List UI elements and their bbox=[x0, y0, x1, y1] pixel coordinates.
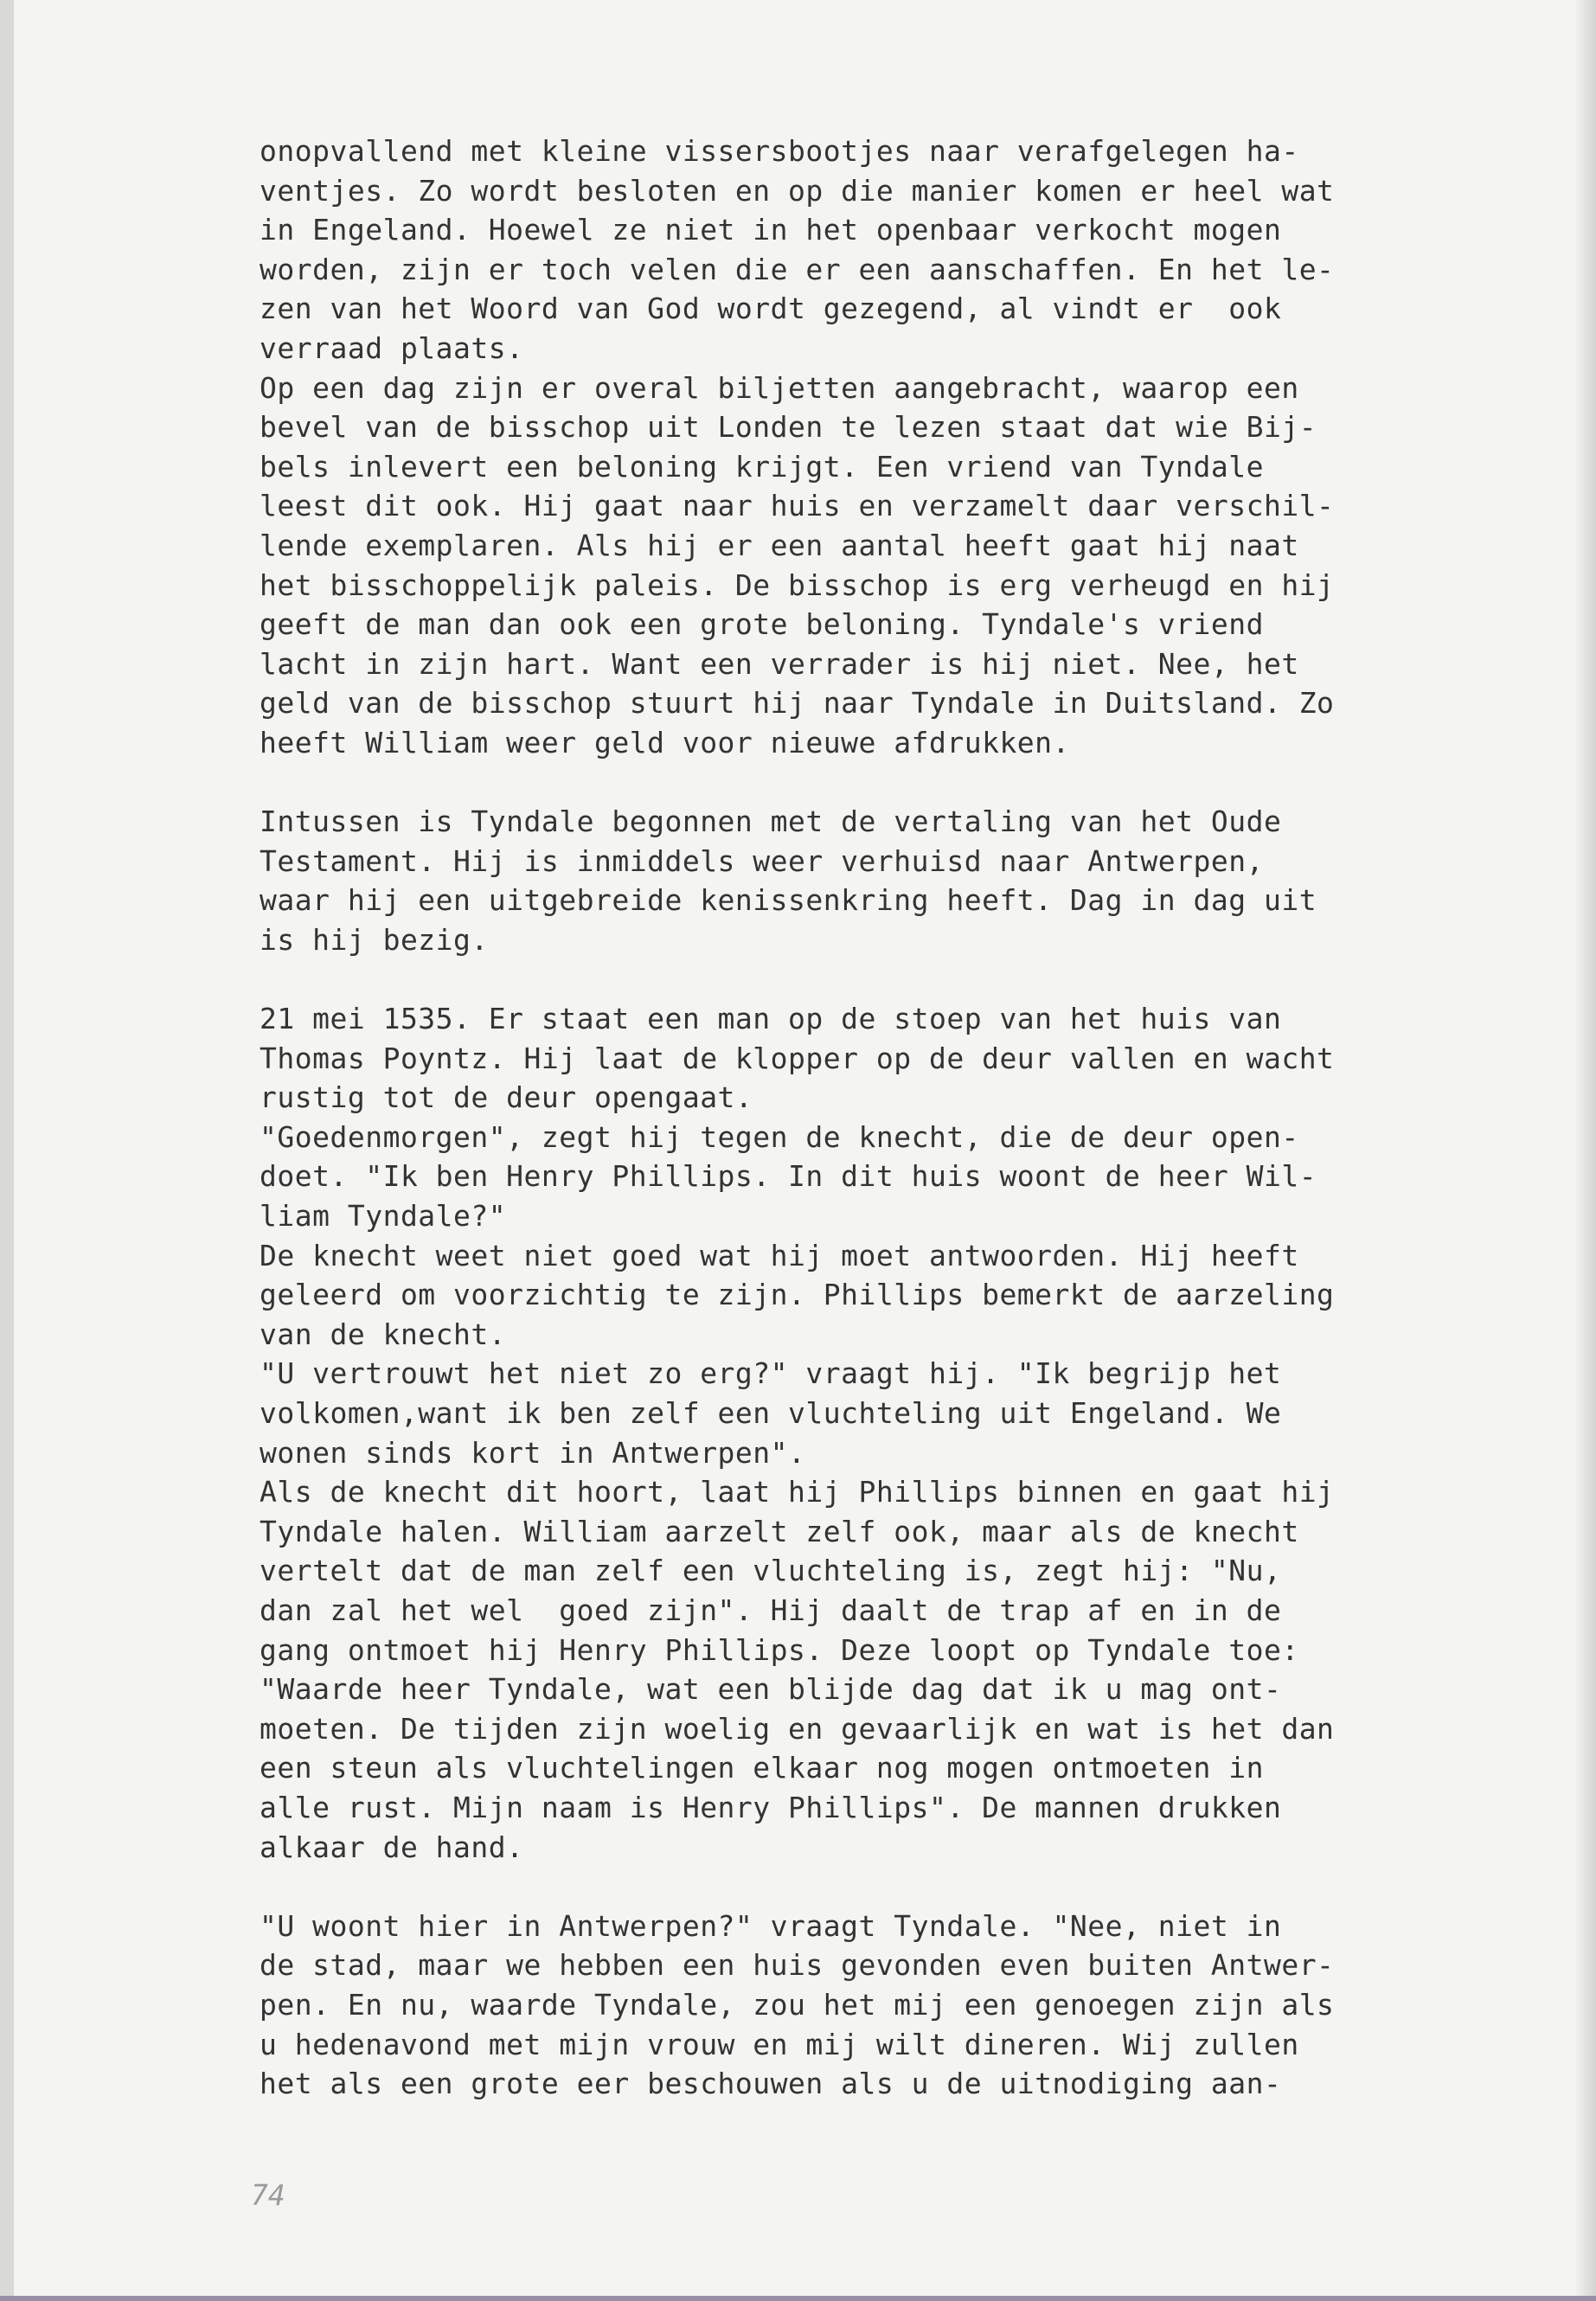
text-line: wonen sinds kort in Antwerpen". bbox=[260, 1435, 806, 1470]
text-line: geeft de man dan ook een grote beloning. Tyndale's vriend bbox=[260, 607, 1264, 642]
text-line: Op een dag zijn er overal biljetten aangebracht, waarop een bbox=[260, 370, 1299, 405]
text-line: vertelt dat de man zelf een vluchteling is, zegt hij: "Nu, bbox=[260, 1554, 1282, 1588]
page-number: 74 bbox=[251, 2178, 285, 2212]
text-line: een steun als vluchtelingen elkaar nog mogen ontmoeten in bbox=[260, 1751, 1264, 1785]
text-line: waar hij een uitgebreide kenissenkring heeft. Dag in dag uit bbox=[260, 883, 1317, 918]
paragraph-1 bbox=[260, 131, 1505, 763]
paragraph-3 bbox=[260, 999, 1505, 1867]
text-line: Thomas Poyntz. Hij laat de klopper op de deur vallen en wacht bbox=[260, 1041, 1335, 1075]
paragraph-gap bbox=[260, 1867, 1505, 1907]
paragraph-gap bbox=[260, 763, 1505, 803]
text-line: moeten. De tijden zijn woelig en gevaarlijk en wat is het dan bbox=[260, 1711, 1335, 1746]
text-line: de stad, maar we hebben een huis gevonden even buiten Antwer- bbox=[260, 1948, 1335, 1983]
text-line: gang ontmoet hij Henry Phillips. Deze loopt op Tyndale toe: bbox=[260, 1632, 1299, 1667]
text-line: heeft William weer geld voor nieuwe afdrukken. bbox=[260, 725, 1070, 760]
text-line: Testament. Hij is inmiddels weer verhuisd naar Antwerpen, bbox=[260, 843, 1264, 878]
paragraph-2 bbox=[260, 802, 1505, 959]
paragraph-4 bbox=[260, 1907, 1505, 2104]
paragraph-gap bbox=[260, 959, 1505, 999]
text-line: het als een grote eer beschouwen als u de uitnodiging aan- bbox=[260, 2067, 1282, 2101]
text-line: dan zal het wel goed zijn". Hij daalt de trap af en in de bbox=[260, 1593, 1282, 1627]
text-line: "Goedenmorgen", zegt hij tegen de knecht, die de deur open- bbox=[260, 1119, 1299, 1154]
text-line: doet. "Ik ben Henry Phillips. In dit huis woont de heer Wil- bbox=[260, 1159, 1317, 1194]
text-line: bevel van de bisschop uit Londen te lezen staat dat wie Bij- bbox=[260, 410, 1317, 445]
text-line: u hedenavond met mijn vrouw en mij wilt dineren. Wij zullen bbox=[260, 2027, 1299, 2061]
document-body bbox=[260, 131, 1505, 2104]
text-line: is hij bezig. bbox=[260, 922, 489, 957]
text-line: lacht in zijn hart. Want een verrader is hij niet. Nee, het bbox=[260, 646, 1299, 681]
text-line: geld van de bisschop stuurt hij naar Tyndale in Duitsland. Zo bbox=[260, 686, 1335, 721]
text-line: Tyndale halen. William aarzelt zelf ook, maar als de knecht bbox=[260, 1514, 1299, 1548]
text-line: in Engeland. Hoewel ze niet in het openbaar verkocht mogen bbox=[260, 213, 1282, 247]
text-line: pen. En nu, waarde Tyndale, zou het mij een genoegen zijn als bbox=[260, 1987, 1335, 2022]
text-line: De knecht weet niet goed wat hij moet antwoorden. Hij heeft bbox=[260, 1238, 1299, 1272]
text-line: "U vertrouwt het niet zo erg?" vraagt hij. "Ik begrijp het bbox=[260, 1356, 1282, 1391]
text-line: ventjes. Zo wordt besloten en op die manier komen er heel wat bbox=[260, 173, 1335, 208]
text-line: Intussen is Tyndale begonnen met de vertaling van het Oude bbox=[260, 804, 1282, 839]
text-line: bels inlevert een beloning krijgt. Een vriend van Tyndale bbox=[260, 449, 1264, 484]
text-line: "Waarde heer Tyndale, wat een blijde dag dat ik u mag ont- bbox=[260, 1672, 1282, 1707]
text-line: worden, zijn er toch velen die er een aanschaffen. En het le- bbox=[260, 252, 1335, 286]
text-line: verraad plaats. bbox=[260, 330, 524, 365]
text-line: lende exemplaren. Als hij er een aantal heeft gaat hij naat bbox=[260, 528, 1299, 562]
scan-bottom-edge bbox=[0, 2296, 1596, 2301]
text-line: geleerd om voorzichtig te zijn. Phillips bemerkt de aarzeling bbox=[260, 1278, 1335, 1312]
text-line: leest dit ook. Hij gaat naar huis en verzamelt daar verschil- bbox=[260, 489, 1335, 523]
scan-left-margin bbox=[0, 0, 14, 2301]
text-line: Als de knecht dit hoort, laat hij Phillips binnen en gaat hij bbox=[260, 1475, 1335, 1509]
text-line: rustig tot de deur opengaat. bbox=[260, 1080, 753, 1115]
text-line: "U woont hier in Antwerpen?" vraagt Tyndale. "Nee, niet in bbox=[260, 1908, 1282, 1943]
text-line: onopvallend met kleine vissersbootjes naar verafgelegen ha- bbox=[260, 134, 1299, 168]
scan-right-margin bbox=[1575, 0, 1596, 2301]
text-line: volkomen,want ik ben zelf een vluchteling uit Engeland. We bbox=[260, 1396, 1282, 1430]
text-line: alkaar de hand. bbox=[260, 1830, 524, 1864]
text-line: van de knecht. bbox=[260, 1317, 507, 1351]
text-line: alle rust. Mijn naam is Henry Phillips". De mannen drukken bbox=[260, 1790, 1282, 1824]
text-line: liam Tyndale?" bbox=[260, 1199, 507, 1234]
text-line: zen van het Woord van God wordt gezegend, al vindt er ook bbox=[260, 292, 1282, 326]
text-line: 21 mei 1535. Er staat een man op de stoep van het huis van bbox=[260, 1002, 1282, 1036]
text-line: het bisschoppelijk paleis. De bisschop is erg verheugd en hij bbox=[260, 567, 1335, 602]
